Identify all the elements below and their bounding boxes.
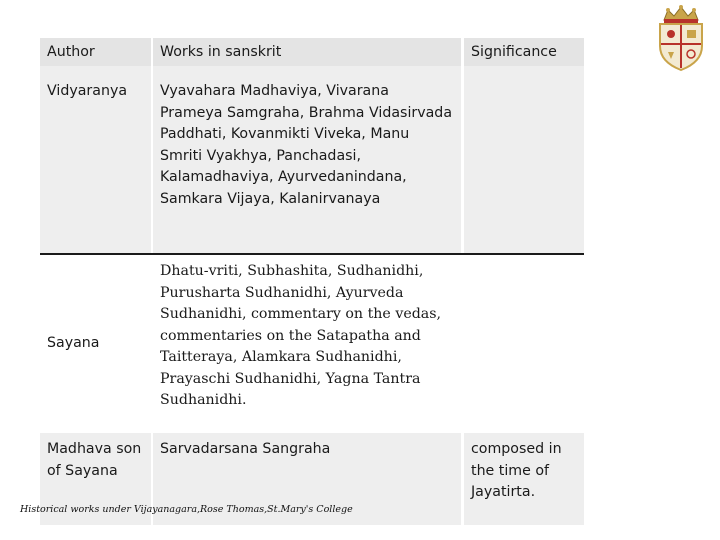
college-crest-icon <box>652 4 710 72</box>
header-works: Works in sanskrit <box>153 38 461 66</box>
author-cell: Sayana <box>40 255 151 433</box>
significance-cell: composed in the time of Jayatirta. <box>464 433 584 525</box>
works-cell: Sarvadarsana Sangraha <box>153 433 461 525</box>
significance-cell <box>464 255 584 433</box>
significance-cell <box>464 66 584 253</box>
footer-caption: Historical works under Vijayanagara,Rose Thomas,St.Mary's College <box>20 504 353 515</box>
works-cell: Vyavahara Madhaviya, Vivarana Prameya Samgraha, Brahma Vidasirvada Paddhati, Kovanmikti Viveka, Manu Smriti Vyakhya, Panchadasi, Kalamadhaviya, Ayurvedanindana, Samkara Vijaya, Kalanirvanaya <box>153 66 461 253</box>
table-row <box>40 66 584 255</box>
author-cell: Madhava son of Sayana <box>40 433 151 525</box>
works-cell: Dhatu-vriti, Subhashita, Sudhanidhi, Purusharta Sudhanidhi, Ayurveda Sudhanidhi, commentary on the vedas, commentaries on the Satapatha and Taitteraya, Alamkara Sudhanidhi, Prayaschi Sudhanidhi, Yagna Tantra Sudhanidhi. <box>153 255 461 433</box>
header-author: Author <box>40 38 151 66</box>
table-row <box>40 255 584 433</box>
author-cell: Vidyaranya <box>40 66 151 253</box>
works-table <box>40 38 584 525</box>
header-significance: Significance <box>464 38 584 66</box>
table-header-row <box>40 38 584 66</box>
